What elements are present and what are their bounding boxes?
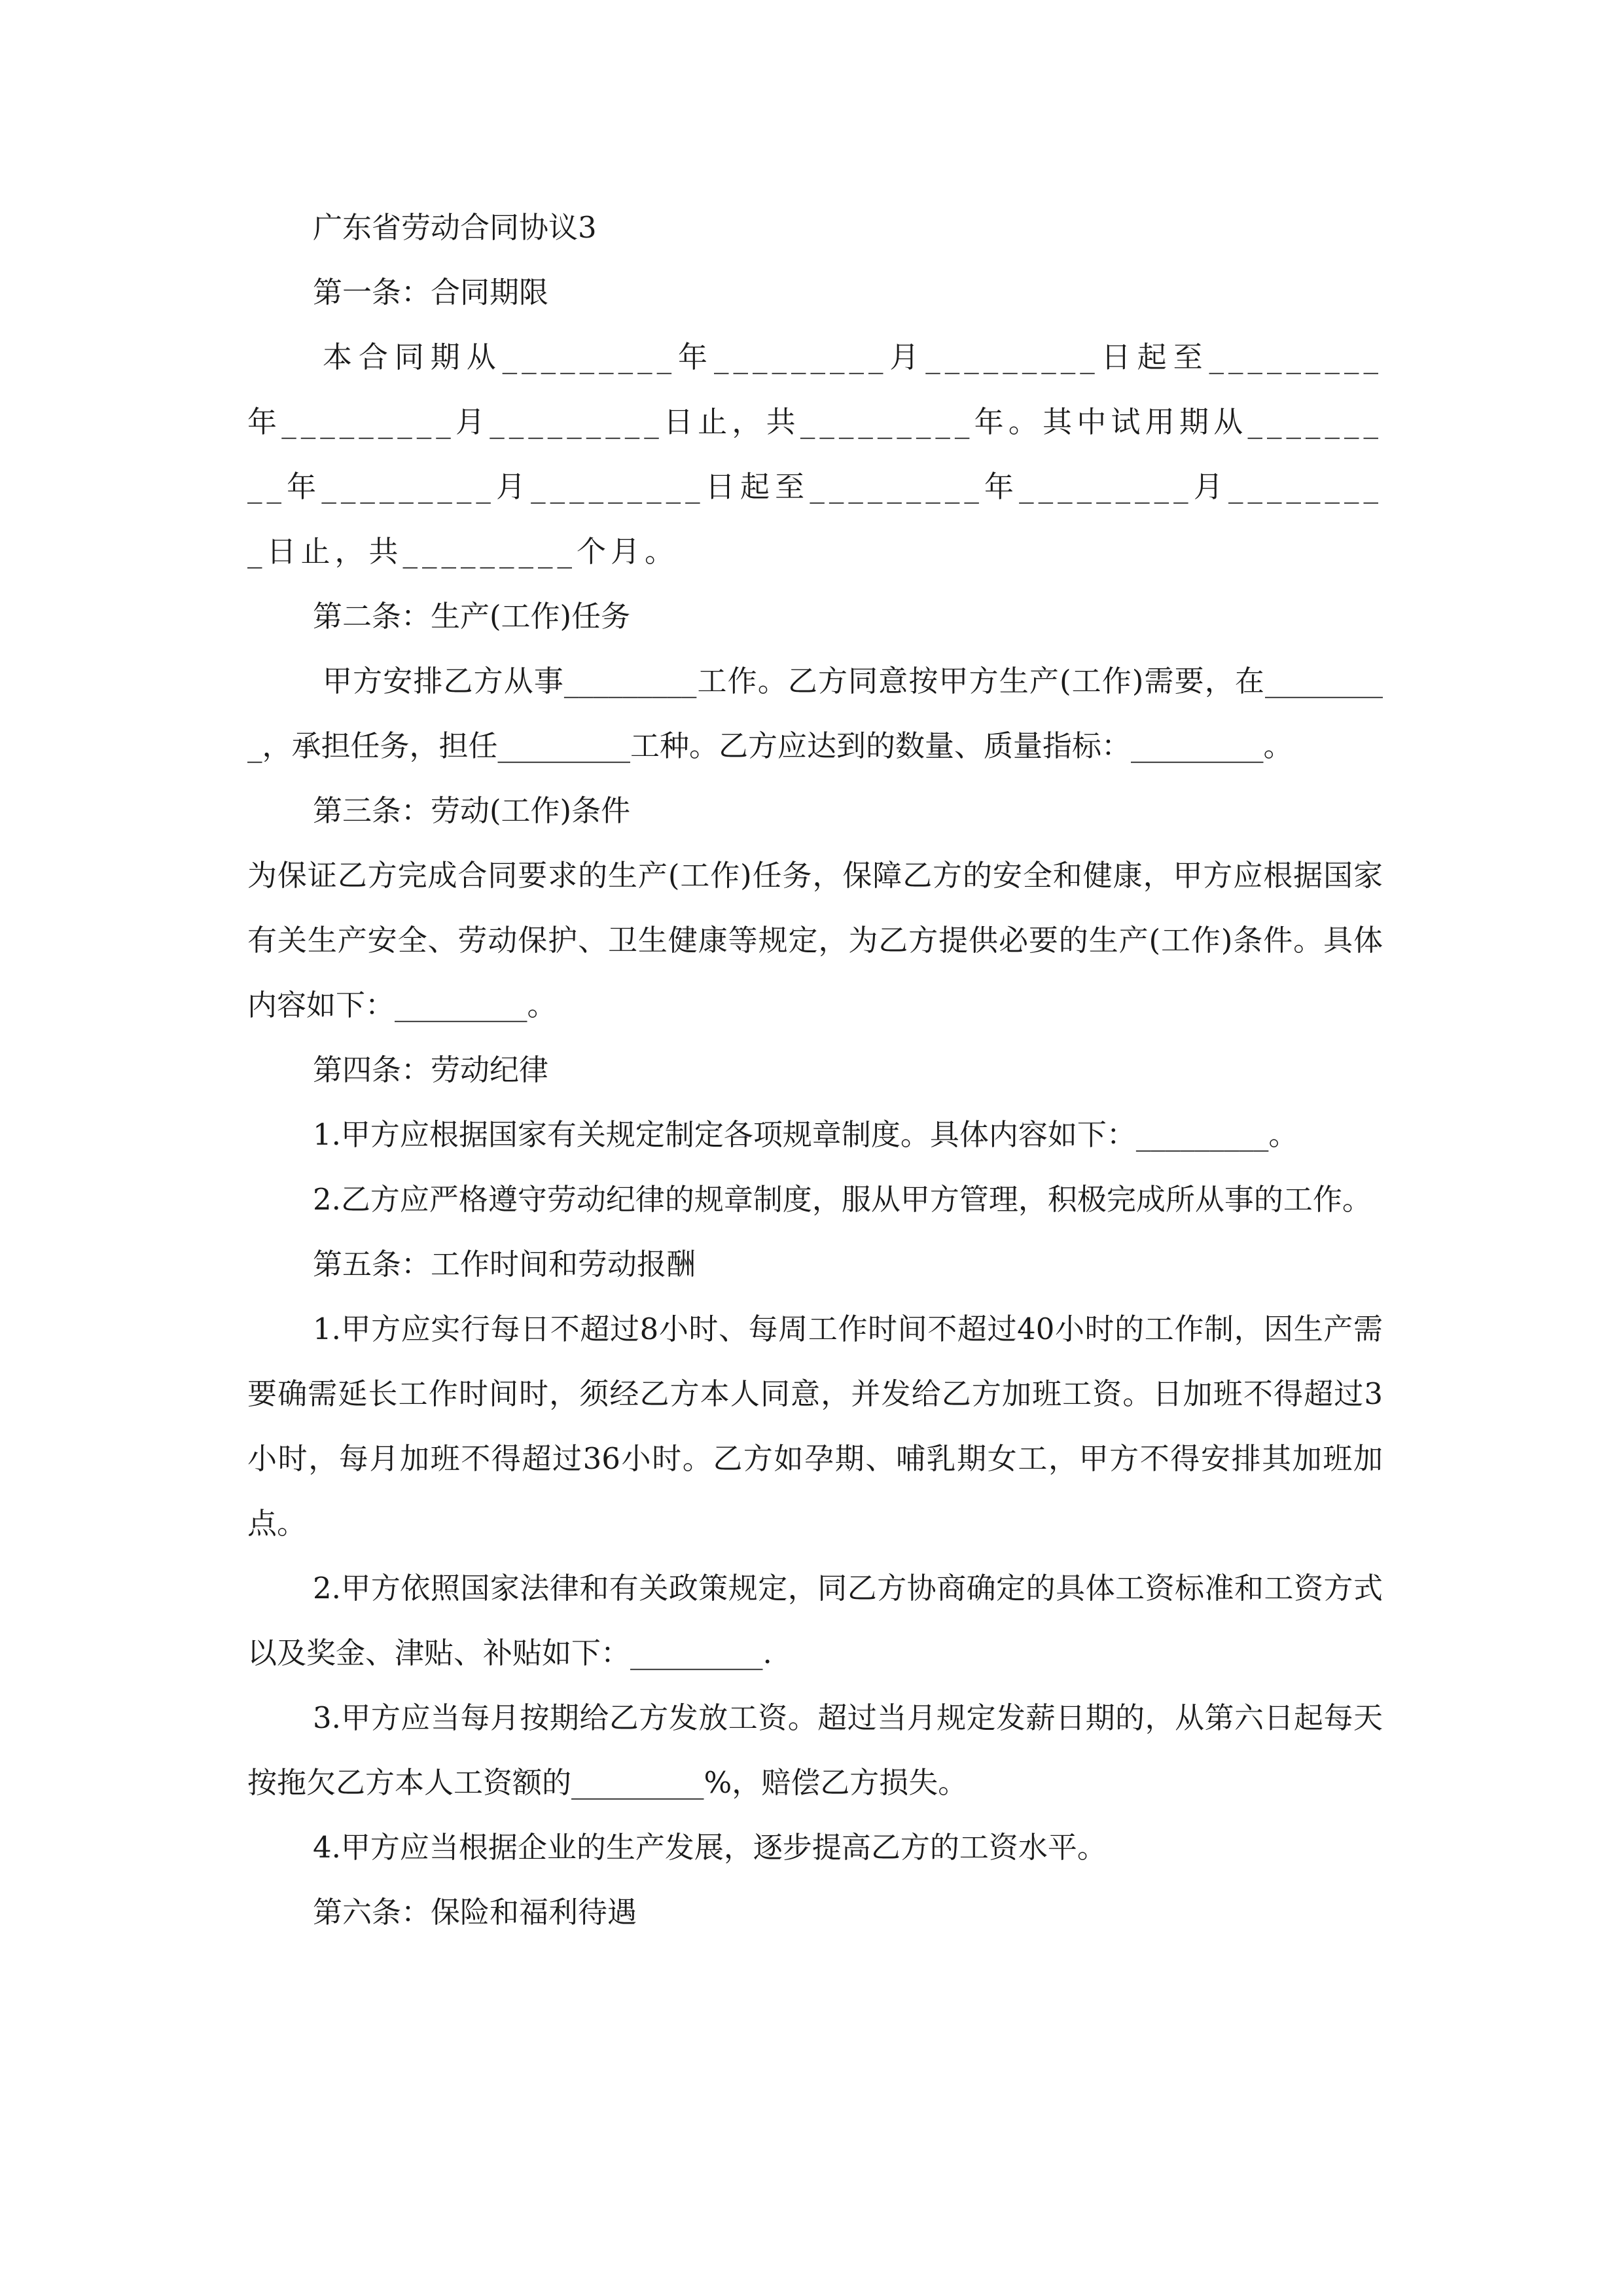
article-3-heading: 第三条：劳动(工作)条件 xyxy=(313,793,631,828)
article-1-heading: 第一条：合同期限 xyxy=(313,275,549,310)
article-5-item-4: 4.甲方应当根据企业的生产发展，逐步提高乙方的工资水平。 xyxy=(313,1830,1107,1865)
article-3-body: 为保证乙方完成合同要求的生产(工作)任务，保障乙方的安全和健康，甲方应根据国家有关生产安全、劳动保护、卫生健康等规定，为乙方提供必要的生产(工作)条件。具体内容如下：_________。 xyxy=(247,858,1383,1022)
article-2-heading: 第二条：生产(工作)任务 xyxy=(313,599,631,634)
article-4-item-2: 2.乙方应严格遵守劳动纪律的规章制度，服从甲方管理，积极完成所从事的工作。 xyxy=(313,1182,1372,1217)
document-body xyxy=(247,195,1383,1945)
document-title: 广东省劳动合同协议3 xyxy=(313,210,597,245)
article-5-item-1: 1.甲方应实行每日不超过8小时、每周工作时间不超过40小时的工作制，因生产需要确需延长工作时间时，须经乙方本人同意，并发给乙方加班工资。日加班不得超过3小时，每月加班不得超过36小时。乙方如孕期、哺乳期女工，甲方不得安排其加班加点。 xyxy=(247,1312,1383,1541)
article-4-heading: 第四条：劳动纪律 xyxy=(313,1052,549,1087)
article-4-item-1: 1.甲方应根据国家有关规定制定各项规章制度。具体内容如下：_________。 xyxy=(313,1117,1298,1152)
article-6-heading: 第六条：保险和福利待遇 xyxy=(313,1895,637,1929)
article-5-item-2: 2.甲方依照国家法律和有关政策规定，同乙方协商确定的具体工资标准和工资方式以及奖金、津贴、补贴如下：_________. xyxy=(247,1571,1383,1670)
article-1-body: 本合同期从_________年_________月_________日起至_________年_________月_________日止，共_________年。其中试用期从_________年_________月_________日起至_________年_________月_________日止，共_________个月。 xyxy=(247,340,1383,569)
article-5-item-3: 3.甲方应当每月按期给乙方发放工资。超过当月规定发薪日期的，从第六日起每天按拖欠乙方本人工资额的_________%，赔偿乙方损失。 xyxy=(247,1700,1383,1800)
article-5-heading: 第五条：工作时间和劳动报酬 xyxy=(313,1247,696,1282)
article-2-body: 甲方安排乙方从事_________工作。乙方同意按甲方生产(工作)需要，在_________，承担任务，担任_________工种。乙方应达到的数量、质量指标：_________。 xyxy=(247,664,1383,763)
